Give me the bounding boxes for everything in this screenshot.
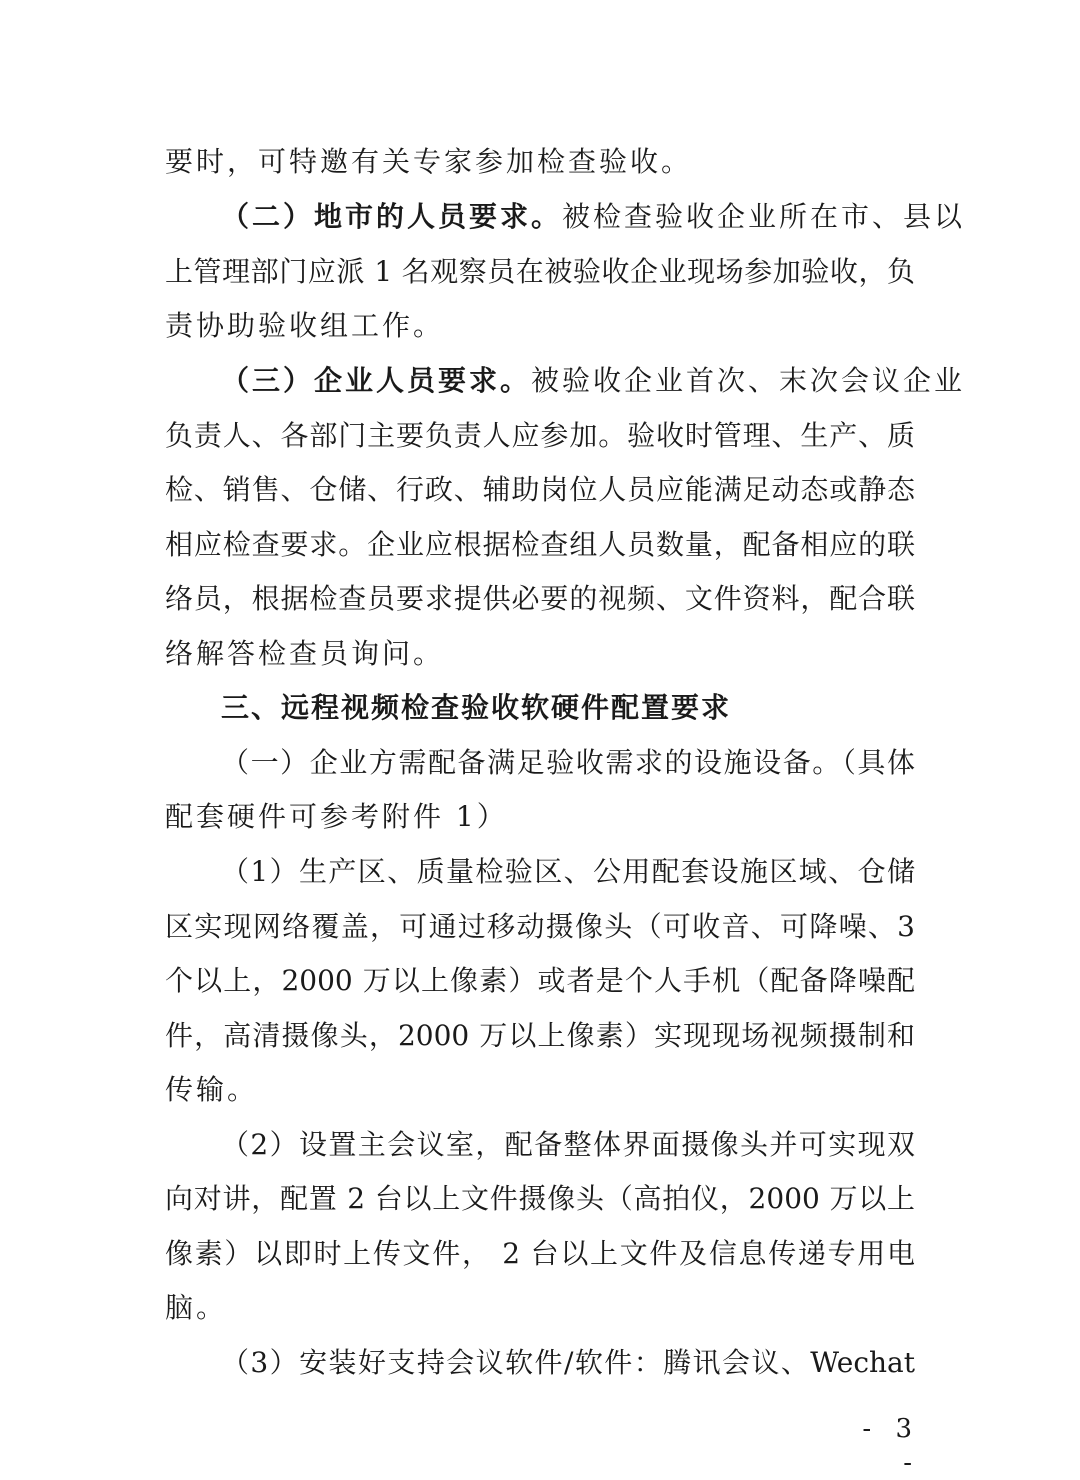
text-line: 配套硬件可参考附件 1） — [165, 800, 508, 833]
text-line: 络解答检查员询问。 — [165, 637, 445, 670]
text-line: 传输。 — [165, 1073, 259, 1106]
text-line — [221, 197, 966, 237]
subheading: （三）企业人员要求。 — [221, 364, 532, 397]
text-line: 上管理部门应派 1 名观察员在被验收企业现场参加验收，负 — [165, 255, 915, 288]
text-line: 像素）以即时上传文件， 2 台以上文件及信息传递专用电 — [165, 1237, 915, 1270]
text-line: （一）企业方需配备满足验收需求的设施设备。（具体 — [221, 746, 915, 779]
text-run: 被检查验收企业所在市、县以 — [562, 200, 966, 233]
text-line: 负责人、各部门主要负责人应参加。验收时管理、生产、质 — [165, 419, 915, 452]
page-number: - 3 - — [862, 1414, 920, 1478]
text-line: 个以上，2000 万以上像素）或者是个人手机（配备降噪配 — [165, 964, 915, 997]
text-line: 要时，可特邀有关专家参加检查验收。 — [165, 145, 693, 178]
text-line: 责协助验收组工作。 — [165, 309, 445, 342]
section-heading: 三、远程视频检查验收软硬件配置要求 — [221, 691, 732, 724]
text-line: 向对讲，配置 2 台以上文件摄像头（高拍仪，2000 万以上 — [165, 1182, 915, 1215]
text-line: 相应检查要求。企业应根据检查组人员数量，配备相应的联 — [165, 528, 915, 561]
text-line — [221, 361, 966, 401]
text-line: 络员，根据检查员要求提供必要的视频、文件资料，配合联 — [165, 582, 915, 615]
text-line: 区实现网络覆盖，可通过移动摄像头（可收音、可降噪、3 — [165, 910, 915, 943]
subheading: （二）地市的人员要求。 — [221, 200, 563, 233]
text-run: 被验收企业首次、末次会议企业 — [531, 364, 966, 397]
text-line: （2）设置主会议室，配备整体界面摄像头并可实现双 — [221, 1128, 915, 1161]
text-line: （1）生产区、质量检验区、公用配套设施区域、仓储 — [221, 855, 915, 888]
text-line: 件，高清摄像头，2000 万以上像素）实现现场视频摄制和 — [165, 1019, 915, 1052]
text-line: 脑。 — [165, 1291, 228, 1324]
text-line: （3）安装好支持会议软件/软件：腾讯会议、Wechat — [221, 1346, 915, 1379]
text-line: 检、销售、仓储、行政、辅助岗位人员应能满足动态或静态 — [165, 473, 915, 506]
